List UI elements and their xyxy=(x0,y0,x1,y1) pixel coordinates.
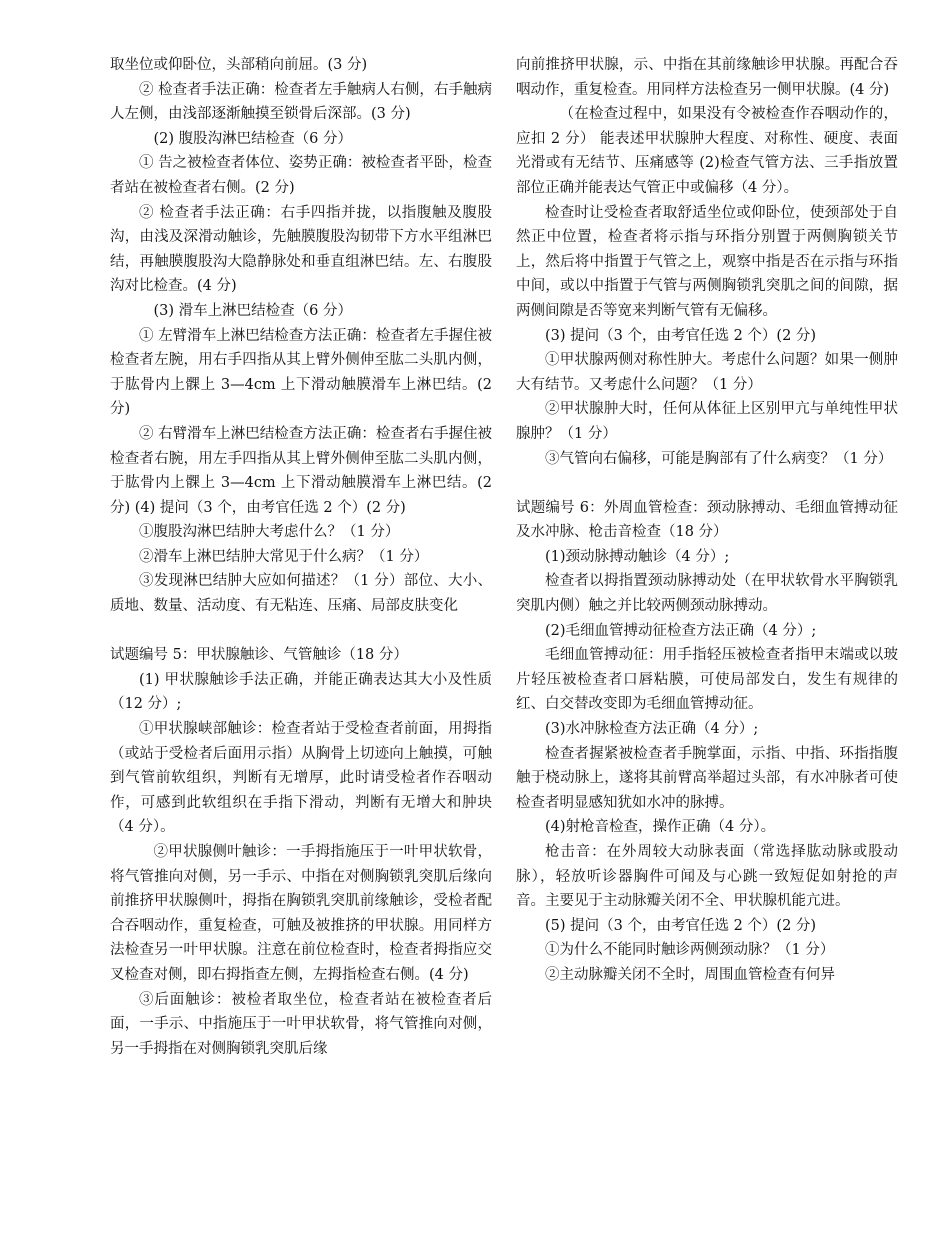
left-column-paragraph: 取坐位或仰卧位，头部稍向前屈。(3 分) xyxy=(110,57,368,73)
right-column-paragraph: 检查者握紧被检查者手腕掌面，示指、中指、环指指腹触于桡动脉上，遂将其前臂高举超过头部，有水冲脉者可使检查者明显感知犹如水冲的脉搏。 xyxy=(516,745,898,811)
right-column-paragraph: (4)射枪音检查，操作正确（4 分）。 xyxy=(545,819,776,836)
left-column-paragraph: ① 告之被检查者体位、姿势正确：被检查者平卧，检查者站在被检查者右侧。(2 分) xyxy=(110,155,492,196)
right-column-paragraph: 检查时让受检查者取舒适坐位或仰卧位，使颈部处于自然正中位置，检查者将示指与环指分别置于两侧胸锁关节上，然后将中指置于气管之上，观察中指是否在示指与环指中间，或以中指置于气管与两侧胸锁乳突肌之间的间隙，据两侧间隙是否等宽来判断气管有无偏移。 xyxy=(516,204,898,319)
right-column-paragraph: ②主动脉瓣关闭不全时，周围血管检查有何异 xyxy=(545,966,835,983)
right-column-paragraph: ③气管向右偏移，可能是胸部有了什么病变？（1 分） xyxy=(545,450,893,467)
left-column-paragraph: 试题编号 5：甲状腺触诊、气管触诊（18 分） xyxy=(110,647,408,664)
left-column-paragraph: ② 右臂滑车上淋巴结检查方法正确：检查者右手握住被检查者右腕，用左手四指从其上臂外侧伸至肱二头肌内侧，于肱骨内上髁上 3—4cm 上下滑动触膜滑车上淋巴结。(2 分) (4) 提问（3 个，由考官任选 2 个）(2 分) xyxy=(110,425,492,516)
right-column-paragraph: ②甲状腺肿大时，任何从体征上区别甲亢与单纯性甲状腺肿？（1 分） xyxy=(516,401,898,442)
right-column-paragraph: 向前推挤甲状腺，示、中指在其前缘触诊甲状腺。再配合吞咽动作，重复检查。用同样方法检查另一侧甲状腺。(4 分) xyxy=(516,57,898,98)
left-column-paragraph: ②滑车上淋巴结肿大常见于什么病？（1 分） xyxy=(139,548,429,565)
right-column-paragraph: (1)颈动脉搏动触诊（4 分）; xyxy=(545,548,730,565)
right-column-paragraph: ①为什么不能同时触诊两侧颈动脉？（1 分） xyxy=(545,942,835,959)
left-column-paragraph: ② 检查者手法正确：右手四指并拢，以指腹触及腹股沟，由浅及深滑动触诊，先触膜腹股沟韧带下方水平组淋巴结，再触膜腹股沟大隐静脉处和垂直组淋巴结。左、右腹股沟对比检查。(4 分) xyxy=(110,204,492,295)
right-column-paragraph: ①甲状腺两侧对称性肿大。考虑什么问题？如果一侧肿大有结节。又考虑什么问题？（1 分） xyxy=(516,352,898,393)
left-column xyxy=(110,53,492,1061)
right-column-paragraph: (5) 提问（3 个，由考官任选 2 个）(2 分) xyxy=(545,917,817,934)
right-column-paragraph: 毛细血管搏动征：用手指轻压被检查者指甲末端或以玻片轻压被检查者口唇粘膜，可使局部发白，发生有规律的红、白交替改变即为毛细血管搏动征。 xyxy=(516,647,898,713)
right-column-paragraph: 检查者以拇指置颈动脉搏动处（在甲状软骨水平胸锁乳突肌内侧）触之并比较两侧颈动脉搏动。 xyxy=(516,573,898,615)
left-column-paragraph: ② 检查者手法正确：检查者左手触病人右侧，右手触病人左侧，由浅部逐渐触摸至锁骨后深部。(3 分) xyxy=(110,81,492,123)
left-column-paragraph: ③发现淋巴结肿大应如何描述？（1 分）部位、大小、质地、数量、活动度、有无粘连、压痛、局部皮肤变化 xyxy=(110,573,492,615)
right-column xyxy=(516,53,898,988)
right-column-paragraph: 试题编号 6：外周血管检查：颈动脉搏动、毛细血管搏动征及水冲脉、枪击音检查（18 分） xyxy=(516,499,898,541)
right-column-paragraph: 枪击音：在外周较大动脉表面（常选择肱动脉或股动脉），轻放听诊器胸件可闻及与心跳一致短促如射抢的声音。主要见于主动脉瓣关闭不全、甲状腺机能亢进。 xyxy=(516,844,898,910)
left-column-blank-line xyxy=(110,619,492,644)
left-column-paragraph: (3) 滑车上淋巴结检查（6 分） xyxy=(153,302,352,319)
right-column-paragraph: (2)毛细血管搏动征检查方法正确（4 分）; xyxy=(545,622,817,639)
left-column-paragraph: ②甲状腺侧叶触诊：一手拇指施压于一叶甲状软骨，将气管推向对侧，另一手示、中指在对侧胸锁乳突肌后缘向前推挤甲状腺侧叶，拇指在胸锁乳突肌前缘触诊，受检者配合吞咽动作，重复检查，可触及被推挤的甲状腺。用同样方法检查另一叶甲状腺。注意在前位检查时，检查者拇指应交叉检查对侧，即右拇指查左侧，左拇指检查右侧。(4 分) xyxy=(110,844,492,983)
left-column-paragraph: (2) 腹股沟淋巴结检查（6 分） xyxy=(153,130,352,147)
right-column-paragraph: (3) 提问（3 个，由考官任选 2 个）(2 分) xyxy=(545,327,817,344)
left-column-paragraph: (1) 甲状腺触诊手法正确，并能正确表达其大小及性质（12 分）; xyxy=(110,671,492,713)
left-column-paragraph: ①甲状腺峡部触诊：检查者站于受检查者前面，用拇指（或站于受检者后面用示指）从胸骨上切迹向上触摸，可触到气管前软组织，判断有无增厚，此时请受检者作吞咽动作，可感到此软组织在手指下滑动，判断有无增大和肿块（4 分）。 xyxy=(110,721,492,836)
left-column-paragraph: ① 左臂滑车上淋巴结检查方法正确：检查者左手握住被检查者左腕，用右手四指从其上臂外侧伸至肱二头肌内侧，于肱骨内上髁上 3—4cm 上下滑动触膜滑车上淋巴结。(2 分) xyxy=(110,327,492,418)
right-column-blank-line xyxy=(516,471,898,496)
left-column-paragraph: ①腹股沟淋巴结肿大考虑什么？（1 分） xyxy=(139,524,400,541)
right-column-paragraph: （在检查过程中，如果没有令被检查作吞咽动作的，应扣 2 分） 能表述甲状腺肿大程度、对称性、硬度、表面光滑或有无结节、压痛感等 (2)检查气管方法、三手指放置部位正确并能表达气管正中或偏移（4 分）。 xyxy=(516,106,898,196)
right-column-paragraph: (3)水冲脉检查方法正确（4 分）; xyxy=(545,721,759,738)
left-column-paragraph: ③后面触诊：被检者取坐位，检查者站在被检查者后面，一手示、中指施压于一叶甲状软骨，将气管推向对侧，另一手拇指在对侧胸锁乳突肌后缘 xyxy=(110,991,492,1057)
